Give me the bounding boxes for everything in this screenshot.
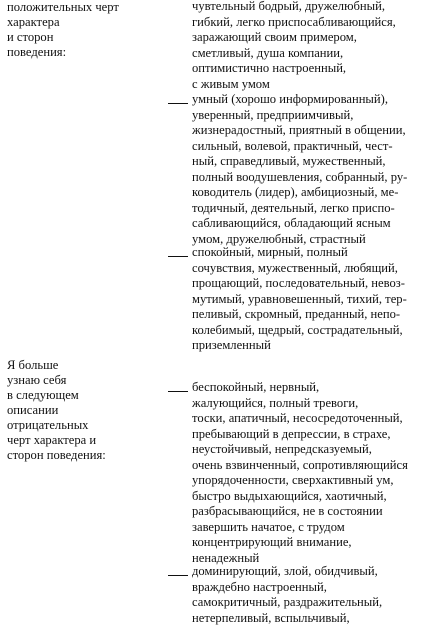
option-line: сабливающийся, обладающий ясным — [192, 216, 391, 230]
option-1 — [192, 0, 442, 92]
option-line: гибкий, легко приспосабливающийся, — [192, 14, 396, 29]
answer-blank-3[interactable] — [168, 256, 188, 257]
label-line: поведения: — [7, 45, 67, 59]
option-line: доминирующий, злой, обидчивый, — [192, 564, 378, 578]
option-line: спокойный, мирный, полный — [192, 245, 348, 259]
option-line: прощающий, последовательный, невоз- — [192, 276, 405, 290]
label-line: и сторон — [7, 30, 54, 44]
option-2 — [192, 92, 442, 247]
option-line: тоски, апатичный, несосредоточенный, — [192, 411, 403, 425]
option-line: мутимый, уравновешенный, тихий, тер- — [192, 291, 407, 306]
option-line: колебимый, щедрый, сострадательный, — [192, 322, 403, 337]
option-line: умный (хорошо информированный), — [192, 92, 388, 106]
option-line: очень взвинченный, сопротивляющийся — [192, 457, 408, 472]
positive-traits-label — [7, 0, 147, 60]
label-line: отрицательных — [7, 418, 89, 432]
option-line: быстро выдыхающийся, хаотичный, — [192, 488, 387, 503]
label-line: положительных черт — [7, 0, 119, 14]
answer-blank-5[interactable] — [168, 575, 188, 576]
label-line: узнаю себя — [7, 373, 67, 387]
label-line: характера — [7, 15, 60, 29]
option-line: пеливый, скромный, преданный, непо- — [192, 307, 401, 321]
option-4 — [192, 380, 442, 566]
option-line: жалующийся, полный тревоги, — [192, 395, 359, 410]
label-line: сторон поведения: — [7, 448, 106, 462]
option-line: беспокойный, нервный, — [192, 380, 320, 394]
label-line: описании — [7, 403, 59, 417]
option-line: разбрасывающийся, не в состоянии — [192, 504, 383, 518]
option-3 — [192, 245, 442, 354]
option-line: сильный, волевой, практичный, чест- — [192, 138, 393, 153]
option-line: неустойчивый, непредсказуемый, — [192, 442, 372, 456]
option-line: оптимистично настроенный, — [192, 61, 347, 75]
label-line: в следующем — [7, 388, 79, 402]
answer-blank-4[interactable] — [168, 391, 188, 392]
option-line: умом, дружелюбный, страстный — [192, 231, 366, 246]
option-line: уверенный, предприимчивый, — [192, 107, 354, 122]
option-line: нетерпеливый, вспыльчивый, — [192, 610, 350, 625]
option-line: враждебно настроенный, — [192, 579, 327, 594]
option-line: сочувствия, мужественный, любящий, — [192, 260, 398, 275]
option-line: ный, справедливый, мужественный, — [192, 154, 386, 168]
option-line: жизнерадостный, приятный в общении, — [192, 123, 406, 137]
option-line: приземленный — [192, 338, 271, 352]
option-line: с живым умом — [192, 76, 270, 91]
option-line: завершить начатое, с трудом — [192, 519, 345, 534]
option-line: ненадежный — [192, 550, 260, 565]
option-line: упорядоченности, сверхактивный ум, — [192, 473, 394, 487]
label-line: черт характера и — [7, 433, 97, 447]
option-line: ководитель (лидер), амбициозный, ме- — [192, 185, 399, 199]
option-line: пребывающий в депрессии, в страхе, — [192, 426, 391, 441]
option-line: заражающий своим примером, — [192, 30, 357, 44]
option-line: самокритичный, раздражительный, — [192, 595, 383, 609]
label-line: Я больше — [7, 358, 59, 372]
option-line: чувтельный бодрый, дружелюбный, — [192, 0, 386, 13]
option-line: полный воодушевления, собранный, ру- — [192, 169, 408, 184]
negative-traits-label — [7, 358, 147, 463]
option-line: тодичный, деятельный, легко приспо- — [192, 200, 395, 215]
option-5 — [192, 564, 442, 626]
answer-blank-2[interactable] — [168, 103, 188, 104]
option-line: концентрирующий внимание, — [192, 535, 352, 549]
option-line: сметливый, душа компании, — [192, 45, 344, 60]
